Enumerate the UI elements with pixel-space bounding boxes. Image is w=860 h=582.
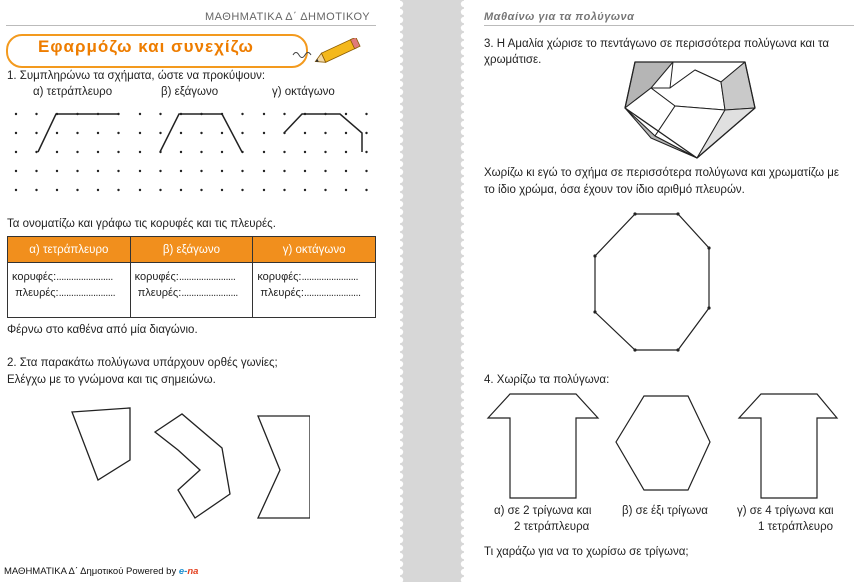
gutter-scallop [397,361,403,367]
gutter-scallop [397,241,403,247]
grid-dot [35,170,37,172]
grid-dot [283,113,285,115]
gutter-scallop [397,129,403,135]
gutter-scallop [397,577,403,582]
gutter-scallop [397,321,403,327]
gutter-scallop [461,233,467,239]
grid-dot [283,189,285,191]
grid-dot [117,132,119,134]
table-header-hexagon: β) εξάγωνο [130,237,253,263]
gutter-scallop [397,145,403,151]
gutter-scallop [461,33,467,39]
sides-blank[interactable]: ....................... [303,287,361,299]
gutter-scallop [397,465,403,471]
gutter-scallop [461,449,467,455]
grid-dot [365,170,367,172]
gutter-scallop [397,345,403,351]
gutter-scallop [461,25,467,31]
octagon-to-divide[interactable] [585,208,735,358]
gutter-scallop [461,65,467,71]
table-cell-quadrilateral[interactable] [8,263,131,318]
gutter-scallop [461,81,467,87]
vertices-label: κορυφές: [134,271,179,283]
grid-dot [263,170,265,172]
exercise-1-prompt: 1. Συμπληρώνω τα σχήματα, ώστε να προκύψουν: [7,70,266,82]
gutter-scallop [397,57,403,63]
grid-dot [76,189,78,191]
gutter-scallop [461,145,467,151]
gutter-scallop [461,465,467,471]
gutter-scallop [397,513,403,519]
grid-dot [159,132,161,134]
ena-logo-e: e- [178,566,188,577]
gutter-scallop [397,65,403,71]
gutter-scallop [397,417,403,423]
gutter-scallop [461,569,467,575]
gutter-scallop [397,521,403,527]
grid-dot [35,132,37,134]
gutter-scallop [397,401,403,407]
vertices-blank[interactable]: ....................... [178,271,236,283]
gutter-scallop [461,289,467,295]
gutter-scallop [461,241,467,247]
table-header-octagon: γ) οκτάγωνο [253,237,376,263]
gutter-scallop [461,121,467,127]
gutter-scallop [397,161,403,167]
grid-dot [159,189,161,191]
grid-dot [304,151,306,153]
sides-blank[interactable]: ....................... [181,287,238,299]
gutter-scallop [397,353,403,359]
gutter-scallop [461,273,467,279]
grid-dot [15,113,17,115]
grid-dot [117,170,119,172]
grid-dot [139,132,141,134]
gutter-scallop [397,233,403,239]
grid-dot [97,132,99,134]
gutter-scallop [461,409,467,415]
gutter-scallop [461,281,467,287]
gutter-scallop [397,225,403,231]
grid-dot [35,151,37,153]
gutter-scallop [461,97,467,103]
vertices-blank[interactable]: ....................... [301,271,358,283]
gutter-scallop [397,545,403,551]
grid-dot [159,113,161,115]
divided-pentagon [615,58,770,164]
grid-dot [200,132,202,134]
gutter-scallop [397,169,403,175]
grid-dot [56,170,58,172]
gutter-scallop [397,553,403,559]
grid-dot [15,189,17,191]
gutter-scallop [397,297,403,303]
gutter-scallop [397,473,403,479]
pencil-icon [310,38,366,64]
gutter-scallop [461,153,467,159]
grid-dot [365,113,367,115]
grid-dot [139,151,141,153]
grid-dot [304,170,306,172]
gutter-scallop [397,537,403,543]
grid-dot [324,189,326,191]
gutter-scallop [461,385,467,391]
ena-logo-na: na [187,566,199,577]
gutter-scallop [397,153,403,159]
gutter-scallop [397,1,403,7]
gutter-scallop [461,225,467,231]
gutter-scallop [397,305,403,311]
hexagon-shape-b [616,396,710,490]
exercise-4-prompt: 4. Χωρίζω τα πολύγωνα: [484,374,610,386]
gutter-scallop [397,369,403,375]
grid-dot [241,113,243,115]
gutter-scallop [397,9,403,15]
gutter-scallop [397,193,403,199]
caption-c-line-2: 1 τετράπλευρο [758,521,834,533]
right-page-header: Μαθαίνω για τα πολύγωνα [484,11,635,23]
gutter-scallop [461,161,467,167]
vertices-blank[interactable]: ....................... [56,271,113,283]
gutter-scallop [461,433,467,439]
squiggle-decoration [292,50,318,60]
my-task-line-1: Χωρίζω κι εγώ το σχήμα σε περισσότερα πολύγωνα και χρωματίζω με [484,167,840,179]
grid-dot [15,132,17,134]
gutter-scallop [461,209,467,215]
grid-dot [15,151,17,153]
gutter-scallop [397,273,403,279]
diagonal-instruction: Φέρνω στο καθένα από μία διαγώνιο. [7,324,198,336]
grid-dot [365,132,367,134]
ex1-label-quadrilateral: α) τετράπλευρο [33,86,113,98]
gutter-scallop [461,553,467,559]
sides-blank[interactable]: ....................... [58,287,116,299]
grid-dot [241,189,243,191]
polygon-trapezoid [72,408,130,480]
gutter-scallop [461,361,467,367]
gutter-scallop [461,353,467,359]
gutter-scallop [461,561,467,567]
grid-dot [76,132,78,134]
grid-dot [15,170,17,172]
gutter-scallop [397,561,403,567]
right-angle-polygons [60,400,310,520]
gutter-scallop [461,297,467,303]
grid-dot [56,151,58,153]
grid-dot [180,189,182,191]
grid-dot [241,170,243,172]
grid-dot [200,170,202,172]
table-header-quadrilateral: α) τετράπλευρο [8,237,131,263]
grid-dot [56,132,58,134]
grid-dot [35,189,37,191]
grid-dot [139,170,141,172]
gutter-scallop [397,441,403,447]
gutter-scallop [461,497,467,503]
table-cell-octagon[interactable] [253,263,376,318]
grid-dot [345,170,347,172]
gutter-scallop [461,321,467,327]
gutter-scallop [397,121,403,127]
gutter-scallop [397,393,403,399]
polygons-to-divide[interactable] [484,390,844,502]
gutter-scallop [397,49,403,55]
grid-dot [76,151,78,153]
my-task-line-2: το ίδιο χρώμα, όσα έχουν τον ίδιο αριθμό πλευρών. [484,184,745,196]
gutter-scallop [461,1,467,7]
gutter-scallop [461,521,467,527]
sides-label: πλευρές: [260,287,304,299]
gutter-scallop [397,97,403,103]
gutter-scallop [397,185,403,191]
gutter-scallop [397,177,403,183]
grid-dot [345,151,347,153]
gutter-scallop [461,193,467,199]
grid-dot [304,189,306,191]
final-question: Τι χαράζω για να το χωρίσω σε τρίγωνα; [484,546,689,558]
gutter-scallop [461,529,467,535]
gutter-scallop [461,393,467,399]
gutter-scallop [397,481,403,487]
exercise-3-line-2: χρωμάτισε. [484,54,542,66]
gutter-scallop [461,177,467,183]
gutter-scallop [461,401,467,407]
sides-label: πλευρές: [137,287,182,299]
grid-dot [221,170,223,172]
gutter-scallop [461,137,467,143]
gutter-scallop [461,345,467,351]
grid-dot [180,132,182,134]
gutter-scallop [461,73,467,79]
footer-title: ΜΑΘΗΜΑΤΙΚΑ Δ΄ Δημοτικού [4,566,124,577]
gutter-scallop [461,577,467,582]
grid-dot [283,170,285,172]
grid-dot [139,113,141,115]
gutter-scallop [397,73,403,79]
gutter-scallop [397,489,403,495]
gutter-scallop [461,369,467,375]
gutter-scallop [397,89,403,95]
grid-dot [263,151,265,153]
right-header-rule [484,25,854,26]
gutter-scallop [461,265,467,271]
grid-dot [345,113,347,115]
gutter-scallop [397,209,403,215]
gutter-scallop [461,169,467,175]
grid-dot [221,189,223,191]
sides-label: πλευρές: [15,287,59,299]
ex1-label-hexagon: β) εξάγωνο [161,86,219,98]
gutter-scallop [397,449,403,455]
gutter-scallop [461,441,467,447]
gutter-scallop [397,385,403,391]
gutter-scallop [397,17,403,23]
polygon-zigzag [155,414,230,518]
grid-dot [200,189,202,191]
arrow-shape-a [488,394,598,498]
gutter-scallop [461,337,467,343]
gutter-scallop [461,329,467,335]
stamp-edge-decoration [392,0,472,582]
gutter-scallop [461,113,467,119]
banner-title: Εφαρμόζω και συνεχίζω [38,37,254,56]
gutter-scallop [461,257,467,263]
gutter-scallop [461,537,467,543]
gutter-scallop [461,513,467,519]
gutter-scallop [397,137,403,143]
vertices-label: κορυφές: [257,271,302,283]
gutter-scallop [397,249,403,255]
grid-dot [263,113,265,115]
gutter-scallop [461,217,467,223]
gutter-scallop [461,457,467,463]
gutter-scallop [461,377,467,383]
grid-dot [221,151,223,153]
gutter-scallop [461,425,467,431]
grid-dot [200,151,202,153]
gutter-scallop [397,41,403,47]
caption-c-line-1: γ) σε 4 τρίγωνα και [737,505,834,517]
footer-powered: Powered by [126,566,177,577]
gutter-scallop [461,105,467,111]
gutter-scallop [397,409,403,415]
vertices-sides-table [7,236,376,318]
gutter-scallop [397,81,403,87]
gutter-scallop [397,105,403,111]
gutter-scallop [461,185,467,191]
vertices-label: κορυφές: [12,271,57,283]
gutter-scallop [397,281,403,287]
gutter-scallop [397,377,403,383]
gutter-scallop [461,17,467,23]
grid-dot [180,151,182,153]
grid-dot [365,189,367,191]
exercise-2-line-1: 2. Στα παρακάτω πολύγωνα υπάρχουν ορθές γωνίες; [7,357,278,369]
gutter-scallop [461,9,467,15]
grid-dot [159,170,161,172]
grid-dot [139,189,141,191]
grid-dot [345,189,347,191]
grid-dot [97,151,99,153]
footer [4,566,198,577]
grid-dot [345,132,347,134]
gutter-scallop [397,425,403,431]
gutter-scallop [397,529,403,535]
gutter-scallop [397,217,403,223]
gutter-scallop [397,257,403,263]
gutter-scallop [461,545,467,551]
grid-dot [324,170,326,172]
gutter-scallop [461,473,467,479]
grid-dot [241,132,243,134]
left-header-rule [6,25,376,26]
grid-dot [263,189,265,191]
gutter-scallop [461,305,467,311]
naming-prompt: Τα ονοματίζω και γράφω τις κορυφές και τις πλευρές. [7,218,276,230]
gutter-scallop [461,41,467,47]
gutter-scallop [461,57,467,63]
dot-grid-exercise [0,100,380,210]
grid-dot [35,113,37,115]
polygon-arrow-notch [258,416,310,518]
grid-dot [263,132,265,134]
grid-dot [283,151,285,153]
gutter-scallop [397,201,403,207]
gutter-scallop [397,457,403,463]
gutter-scallop [461,49,467,55]
grid-dot [117,189,119,191]
gutter-scallop [397,25,403,31]
gutter-scallop [397,497,403,503]
grid-dot [97,189,99,191]
gutter-scallop [397,313,403,319]
grid-dot [180,170,182,172]
gutter-scallop [461,489,467,495]
gutter-scallop [461,505,467,511]
grid-dot [221,132,223,134]
grid-dot [97,170,99,172]
gutter-scallop [397,265,403,271]
left-page-header: ΜΑΘΗΜΑΤΙΚΑ Δ΄ ΔΗΜΟΤΙΚΟΥ [205,11,371,23]
grid-dot [365,151,367,153]
gutter-scallop [397,329,403,335]
gutter-scallop [461,417,467,423]
grid-dot [324,132,326,134]
exercise-2-line-2: Ελέγχω με το γνώμονα και τις σημειώνω. [7,374,216,386]
partial-octagon [284,114,362,152]
gutter-scallop [397,505,403,511]
caption-b-line-1: β) σε έξι τρίγωνα [622,505,708,517]
gutter-scallop [397,33,403,39]
caption-a-line-2: 2 τετράπλευρα [514,521,590,533]
grid-dot [324,151,326,153]
grid-dot [117,151,119,153]
gutter-scallop [397,337,403,343]
gutter-scallop [397,569,403,575]
gutter-scallop [461,89,467,95]
gutter-scallop [397,113,403,119]
gutter-scallop [461,201,467,207]
gutter-scallop [397,289,403,295]
arrow-shape-c [739,394,837,498]
grid-dot [304,132,306,134]
caption-a-line-1: α) σε 2 τρίγωνα και [494,505,592,517]
gutter-scallop [461,481,467,487]
exercise-3-line-1: 3. Η Αμαλία χώρισε το πεντάγωνο σε περισσότερα πολύγωνα και τα [484,38,829,50]
gutter-scallop [461,129,467,135]
table-cell-hexagon[interactable] [130,263,253,318]
gutter-scallop [397,433,403,439]
gutter-scallop [461,249,467,255]
grid-dot [76,170,78,172]
grid-dot [56,189,58,191]
gutter-scallop [461,313,467,319]
ex1-label-octagon: γ) οκτάγωνο [272,86,335,98]
